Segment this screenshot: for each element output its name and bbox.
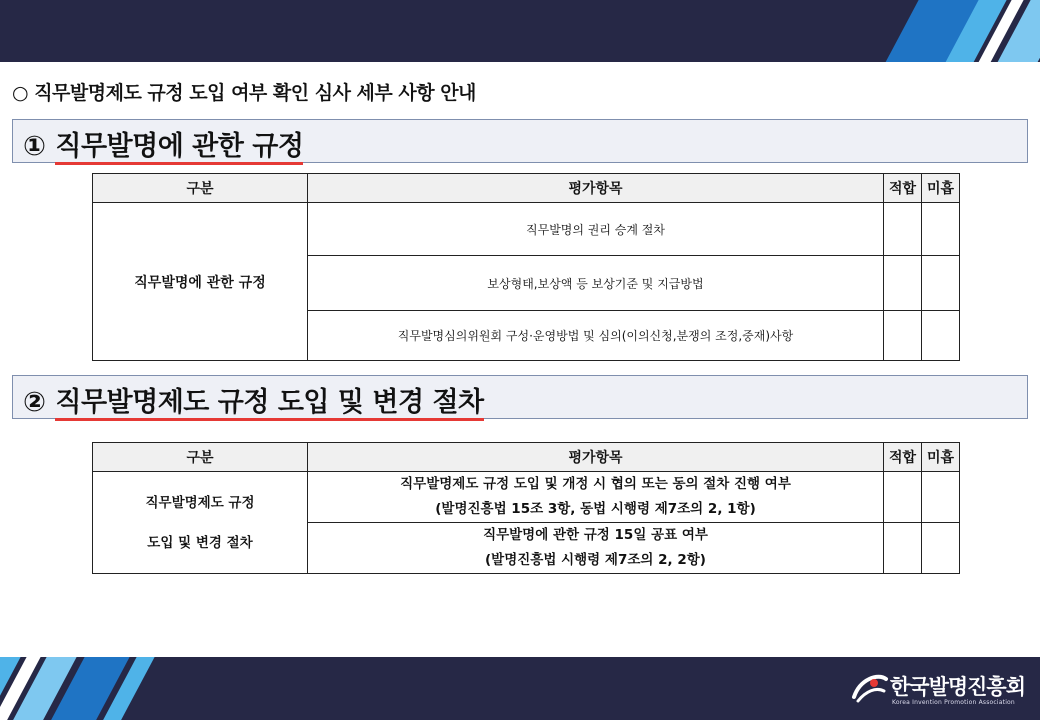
section2-title-text: 직무발명제도 규정 도입 및 변경 절차 [55, 387, 483, 421]
category-cell [93, 472, 308, 574]
header-insufficient: 미흡 [922, 174, 960, 203]
section2-title [23, 380, 484, 419]
insufficient-check-cell[interactable] [922, 256, 960, 311]
header-insufficient: 미흡 [922, 443, 960, 472]
logo-subtitle: Korea Invention Promotion Association [892, 699, 1015, 706]
table-header-row [93, 174, 960, 203]
header-suitable: 적합 [884, 443, 922, 472]
section2-number: ② [23, 387, 46, 418]
kipa-logo [850, 667, 1026, 712]
section1-banner [12, 119, 1028, 163]
header-category: 구분 [93, 174, 308, 203]
header-evaluation: 평가항목 [308, 443, 884, 472]
suitable-check-cell[interactable] [884, 203, 922, 256]
evaluation-item [308, 523, 884, 574]
page-heading: ○ 직무발명제도 규정 도입 여부 확인 심사 세부 사항 안내 [12, 82, 476, 104]
table-row [93, 203, 960, 256]
header-suitable: 적합 [884, 174, 922, 203]
section2-table [92, 442, 960, 574]
top-banner [0, 0, 1040, 62]
insufficient-check-cell[interactable] [922, 311, 960, 361]
section1-title [23, 124, 303, 163]
category-line1: 직무발명제도 규정 [145, 494, 255, 511]
insufficient-check-cell[interactable] [922, 523, 960, 574]
table-row [93, 472, 960, 523]
logo-name: 한국발명진흥회 [890, 675, 1026, 699]
suitable-check-cell[interactable] [884, 523, 922, 574]
header-evaluation: 평가항목 [308, 174, 884, 203]
section1-number: ① [23, 131, 46, 162]
suitable-check-cell[interactable] [884, 256, 922, 311]
suitable-check-cell[interactable] [884, 472, 922, 523]
evaluation-item [308, 472, 884, 523]
category-line2: 도입 및 변경 절차 [147, 534, 253, 551]
evaluation-item-line1: 직무발명제도 규정 도입 및 개정 시 협의 또는 동의 절차 진행 여부 [400, 476, 791, 492]
section1-title-text: 직무발명에 관한 규정 [55, 131, 303, 165]
insufficient-check-cell[interactable] [922, 203, 960, 256]
evaluation-item-line2: (발명진흥법 시행령 제7조의 2, 2항) [485, 552, 706, 568]
logo-emblem-icon [850, 669, 890, 709]
header-category: 구분 [93, 443, 308, 472]
evaluation-item: 직무발명심의위원회 구성·운영방법 및 심의(이의신청,분쟁의 조정,중재)사항 [308, 311, 884, 361]
evaluation-item-line2: (발명진흥법 15조 3항, 동법 시행령 제7조의 2, 1항) [435, 501, 756, 517]
evaluation-item-line1: 직무발명에 관한 규정 15일 공표 여부 [483, 527, 708, 543]
insufficient-check-cell[interactable] [922, 472, 960, 523]
section2-banner [12, 375, 1028, 419]
category-cell: 직무발명에 관한 규정 [93, 203, 308, 361]
table-header-row [93, 443, 960, 472]
evaluation-item: 보상형태,보상액 등 보상기준 및 지급방법 [308, 256, 884, 311]
evaluation-item: 직무발명의 권리 승계 절차 [308, 203, 884, 256]
suitable-check-cell[interactable] [884, 311, 922, 361]
section1-table [92, 173, 960, 361]
